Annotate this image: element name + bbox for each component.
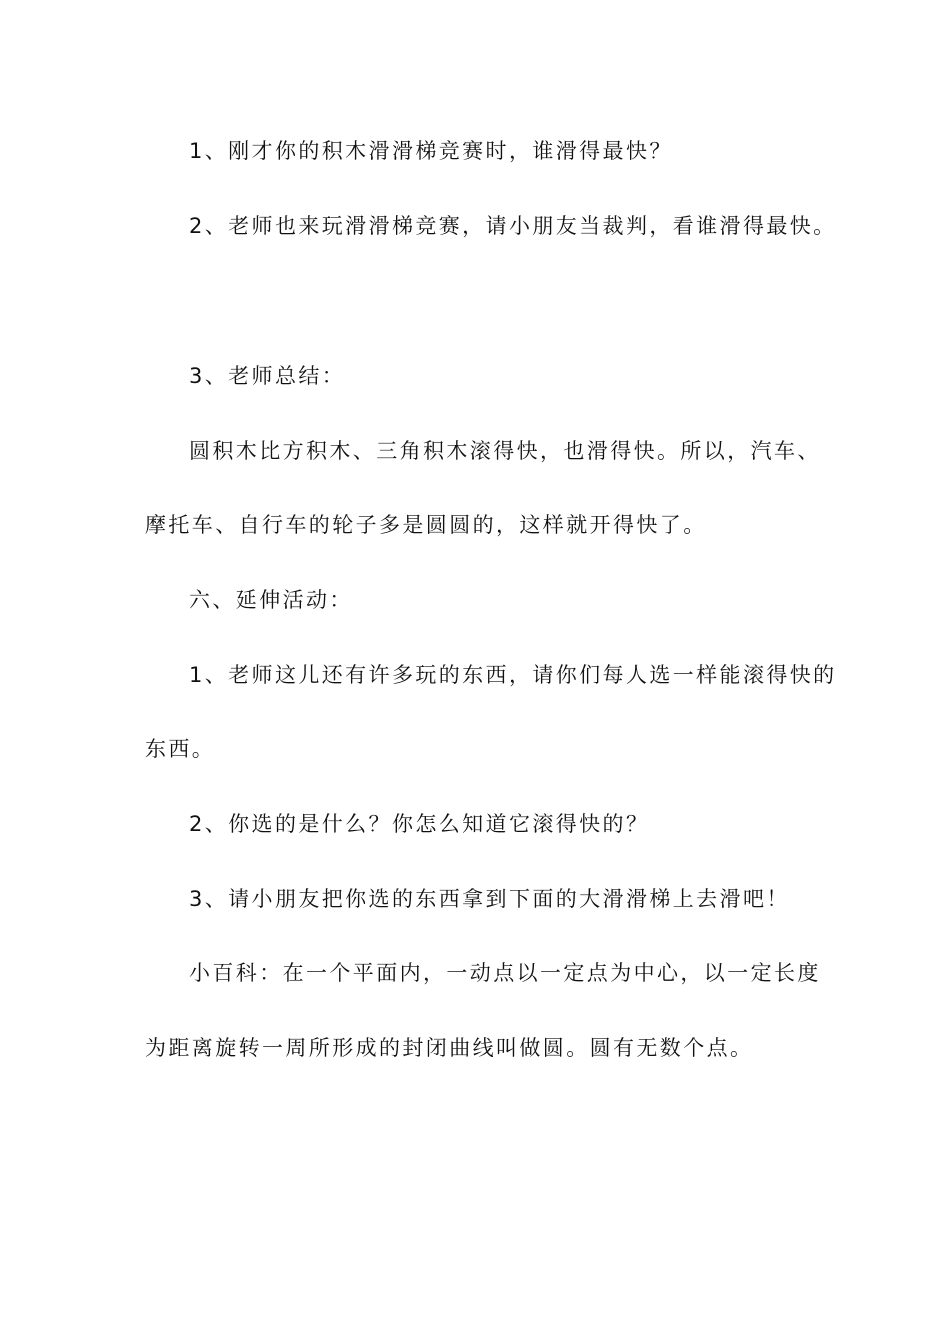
paragraph-extension-2: 2、你选的是什么？你怎么知道它滚得快的？ bbox=[189, 812, 650, 836]
paragraph-question-2: 2、老师也来玩滑滑梯竞赛，请小朋友当裁判，看谁滑得最快。 bbox=[189, 214, 837, 238]
paragraph-extension-3: 3、请小朋友把你选的东西拿到下面的大滑滑梯上去滑吧！ bbox=[189, 887, 790, 911]
paragraph-encyclopedia-line-1: 小百科：在一个平面内，一动点以一定点为中心，以一定长度 bbox=[189, 961, 821, 985]
section-heading-extension-activity: 六、延伸活动： bbox=[189, 588, 353, 612]
paragraph-summary-line-2: 摩托车、自行车的轮子多是圆圆的，这样就开得快了。 bbox=[145, 513, 707, 537]
paragraph-question-1: 1、刚才你的积木滑滑梯竞赛时，谁滑得最快？ bbox=[189, 139, 673, 163]
paragraph-encyclopedia-line-2: 为距离旋转一周所形成的封闭曲线叫做圆。圆有无数个点。 bbox=[145, 1036, 754, 1060]
paragraph-extension-1-line-2: 东西。 bbox=[145, 737, 216, 761]
paragraph-teacher-summary-heading: 3、老师总结： bbox=[189, 364, 346, 388]
paragraph-summary-line-1: 圆积木比方积木、三角积木滚得快，也滑得快。所以，汽车、 bbox=[189, 439, 821, 463]
paragraph-extension-1-line-1: 1、老师这儿还有许多玩的东西，请你们每人选一样能滚得快的 bbox=[189, 663, 837, 687]
